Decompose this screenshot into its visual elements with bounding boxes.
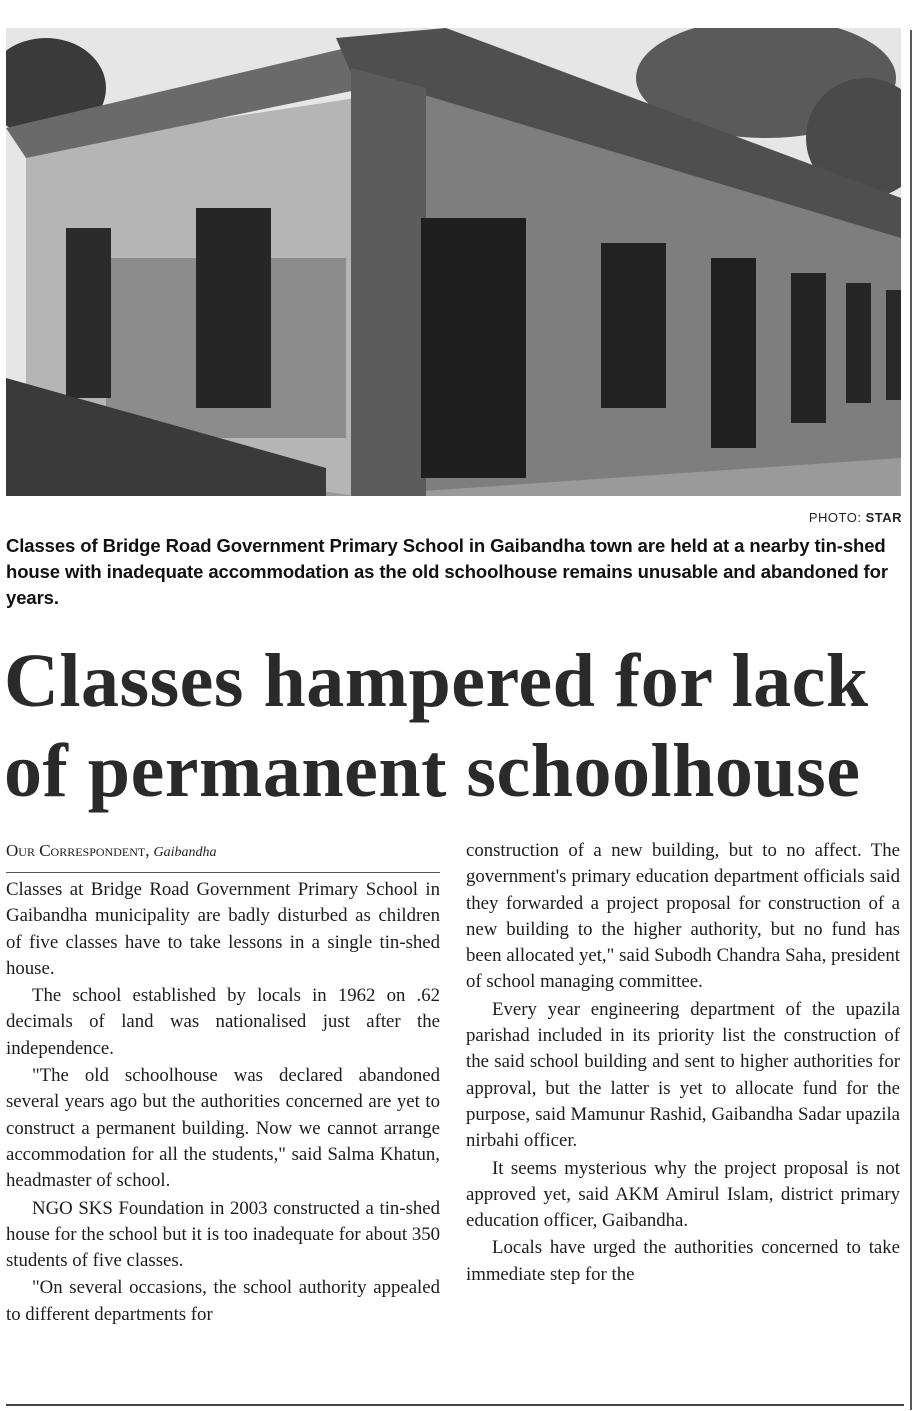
paragraph: It seems mysterious why the project proposal is not approved yet, said AKM Amirul Islam, district primary education officer, Gaibandha. bbox=[466, 1157, 900, 1232]
byline-name: Our Correspondent, bbox=[6, 841, 150, 860]
news-photo bbox=[6, 28, 901, 496]
paragraph: Every year engineering department of the upazila parishad included in its priority list the construction of the said school building and sent to higher authorities for approval, but the latter is yet to allocate fund for the purpose, said Mamunur Rashid, Gaibandha Sadar upazila nirbahi officer. bbox=[466, 998, 900, 1152]
photo-credit: PHOTO: STAR bbox=[808, 510, 902, 525]
article-column-2 bbox=[466, 838, 900, 1288]
article-headline: Classes hampered for lack of permanent schoolhouse bbox=[4, 639, 869, 813]
paragraph: The school established by locals in 1962 on .62 decimals of land was nationalised just after the independence. bbox=[6, 985, 440, 1059]
abandoned-schoolhouse-photo bbox=[6, 28, 901, 496]
paragraph: NGO SKS Foundation in 2003 constructed a tin-shed house for the school but it is too inadequate for about 350 students of five classes. bbox=[6, 1197, 440, 1272]
byline bbox=[6, 838, 440, 873]
paragraph: Locals have urged the authorities concerned to take immediate step for the bbox=[466, 1237, 900, 1285]
photo-caption: Classes of Bridge Road Government Primary School in Gaibandha town are held at a nearby tin-shed house with inadequate accommodation as the old schoolhouse remains unusable and abandoned for years. bbox=[6, 535, 888, 608]
byline-place: Gaibandha bbox=[153, 845, 217, 860]
paragraph: Classes at Bridge Road Government Primary School in Gaibandha municipality are badly disturbed as children of five classes have to take lessons in a single tin-shed house. bbox=[6, 879, 440, 979]
photo-credit-source: STAR bbox=[865, 510, 902, 525]
paragraph: "The old schoolhouse was declared abandoned several years ago but the authorities concerned are yet to construct a permanent building. Now we cannot arrange accommodation for all the students," said Salma Khatun, headmaster of school. bbox=[6, 1065, 440, 1192]
paragraph: construction of a new building, but to no affect. The government's primary education department officials said they forwarded a project proposal for construction of a new building to the higher authority, but no fund has been allocated yet," said Subodh Chandra Saha, president of school managing committee. bbox=[466, 840, 900, 993]
page-edge-rule bbox=[910, 30, 912, 1410]
article-column-1 bbox=[6, 838, 440, 1328]
bottom-rule bbox=[6, 1404, 904, 1406]
paragraph: "On several occasions, the school authority appealed to different departments for bbox=[6, 1277, 440, 1325]
